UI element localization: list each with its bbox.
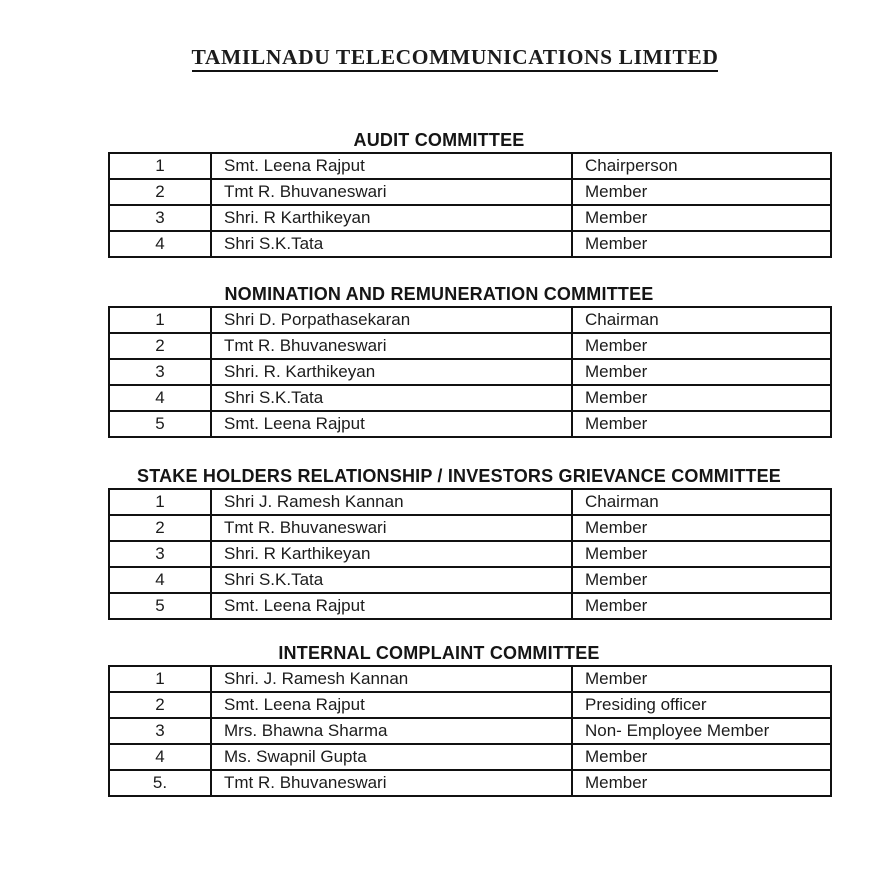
table-row bbox=[109, 307, 831, 333]
serial-cell: 4 bbox=[109, 567, 211, 593]
member-name-cell: Smt. Leena Rajput bbox=[211, 411, 572, 437]
table-row bbox=[109, 744, 831, 770]
serial-cell: 1 bbox=[109, 489, 211, 515]
table-row bbox=[109, 489, 831, 515]
serial-cell: 3 bbox=[109, 205, 211, 231]
serial-cell: 1 bbox=[109, 666, 211, 692]
serial-cell: 4 bbox=[109, 744, 211, 770]
member-name-cell: Mrs. Bhawna Sharma bbox=[211, 718, 572, 744]
member-name-cell: Shri. J. Ramesh Kannan bbox=[211, 666, 572, 692]
committee-heading: STAKE HOLDERS RELATIONSHIP / INVESTORS GRIEVANCE COMMITTEE bbox=[137, 466, 781, 486]
page-title-text: TAMILNADU TELECOMMUNICATIONS LIMITED bbox=[192, 45, 719, 72]
member-role-cell: Member bbox=[572, 205, 831, 231]
member-role-cell: Member bbox=[572, 666, 831, 692]
member-role-cell: Member bbox=[572, 179, 831, 205]
member-name-cell: Smt. Leena Rajput bbox=[211, 153, 572, 179]
member-role-cell: Member bbox=[572, 411, 831, 437]
serial-cell: 5 bbox=[109, 411, 211, 437]
serial-cell: 2 bbox=[109, 692, 211, 718]
committee-table-internal-complaint bbox=[108, 665, 832, 797]
member-name-cell: Smt. Leena Rajput bbox=[211, 593, 572, 619]
member-role-cell: Member bbox=[572, 593, 831, 619]
table-row bbox=[109, 770, 831, 796]
table-row bbox=[109, 411, 831, 437]
member-name-cell: Ms. Swapnil Gupta bbox=[211, 744, 572, 770]
table-row bbox=[109, 333, 831, 359]
member-role-cell: Member bbox=[572, 541, 831, 567]
table-row bbox=[109, 231, 831, 257]
member-name-cell: Shri. R Karthikeyan bbox=[211, 541, 572, 567]
serial-cell: 1 bbox=[109, 153, 211, 179]
table-row bbox=[109, 153, 831, 179]
member-role-cell: Member bbox=[572, 333, 831, 359]
member-name-cell: Shri. R Karthikeyan bbox=[211, 205, 572, 231]
table-row bbox=[109, 718, 831, 744]
member-role-cell: Member bbox=[572, 770, 831, 796]
member-name-cell: Tmt R. Bhuvaneswari bbox=[211, 179, 572, 205]
table-row bbox=[109, 692, 831, 718]
page-title bbox=[0, 45, 878, 72]
serial-cell: 3 bbox=[109, 718, 211, 744]
serial-cell: 2 bbox=[109, 333, 211, 359]
member-name-cell: Tmt R. Bhuvaneswari bbox=[211, 770, 572, 796]
serial-cell: 2 bbox=[109, 179, 211, 205]
section-audit-committee bbox=[0, 130, 878, 258]
member-role-cell: Member bbox=[572, 515, 831, 541]
member-role-cell: Member bbox=[572, 385, 831, 411]
committee-table-nomination bbox=[108, 306, 832, 438]
table-row bbox=[109, 359, 831, 385]
serial-cell: 1 bbox=[109, 307, 211, 333]
committee-heading: AUDIT COMMITTEE bbox=[353, 130, 525, 150]
serial-cell: 4 bbox=[109, 231, 211, 257]
member-role-cell: Presiding officer bbox=[572, 692, 831, 718]
table-row bbox=[109, 515, 831, 541]
member-name-cell: Shri S.K.Tata bbox=[211, 231, 572, 257]
member-role-cell: Member bbox=[572, 567, 831, 593]
member-name-cell: Smt. Leena Rajput bbox=[211, 692, 572, 718]
member-name-cell: Shri. R. Karthikeyan bbox=[211, 359, 572, 385]
member-name-cell: Tmt R. Bhuvaneswari bbox=[211, 333, 572, 359]
section-stakeholders-grievance-committee bbox=[0, 466, 878, 620]
table-row bbox=[109, 385, 831, 411]
member-role-cell: Member bbox=[572, 744, 831, 770]
serial-cell: 3 bbox=[109, 359, 211, 385]
member-name-cell: Shri S.K.Tata bbox=[211, 567, 572, 593]
table-row bbox=[109, 179, 831, 205]
serial-cell: 5 bbox=[109, 593, 211, 619]
committee-table-stakeholders bbox=[108, 488, 832, 620]
table-row bbox=[109, 567, 831, 593]
serial-cell: 3 bbox=[109, 541, 211, 567]
table-row bbox=[109, 593, 831, 619]
member-name-cell: Tmt R. Bhuvaneswari bbox=[211, 515, 572, 541]
member-role-cell: Member bbox=[572, 231, 831, 257]
member-name-cell: Shri D. Porpathasekaran bbox=[211, 307, 572, 333]
serial-cell: 5. bbox=[109, 770, 211, 796]
member-role-cell: Chairman bbox=[572, 489, 831, 515]
section-internal-complaint-committee bbox=[0, 643, 878, 797]
member-role-cell: Chairman bbox=[572, 307, 831, 333]
member-role-cell: Member bbox=[572, 359, 831, 385]
table-row bbox=[109, 205, 831, 231]
committee-table-audit bbox=[108, 152, 832, 258]
committee-heading: INTERNAL COMPLAINT COMMITTEE bbox=[278, 643, 600, 663]
section-nomination-remuneration-committee bbox=[0, 284, 878, 438]
member-name-cell: Shri J. Ramesh Kannan bbox=[211, 489, 572, 515]
table-row bbox=[109, 541, 831, 567]
member-name-cell: Shri S.K.Tata bbox=[211, 385, 572, 411]
committee-heading: NOMINATION AND REMUNERATION COMMITTEE bbox=[224, 284, 654, 304]
member-role-cell: Non- Employee Member bbox=[572, 718, 831, 744]
table-row bbox=[109, 666, 831, 692]
member-role-cell: Chairperson bbox=[572, 153, 831, 179]
serial-cell: 4 bbox=[109, 385, 211, 411]
serial-cell: 2 bbox=[109, 515, 211, 541]
